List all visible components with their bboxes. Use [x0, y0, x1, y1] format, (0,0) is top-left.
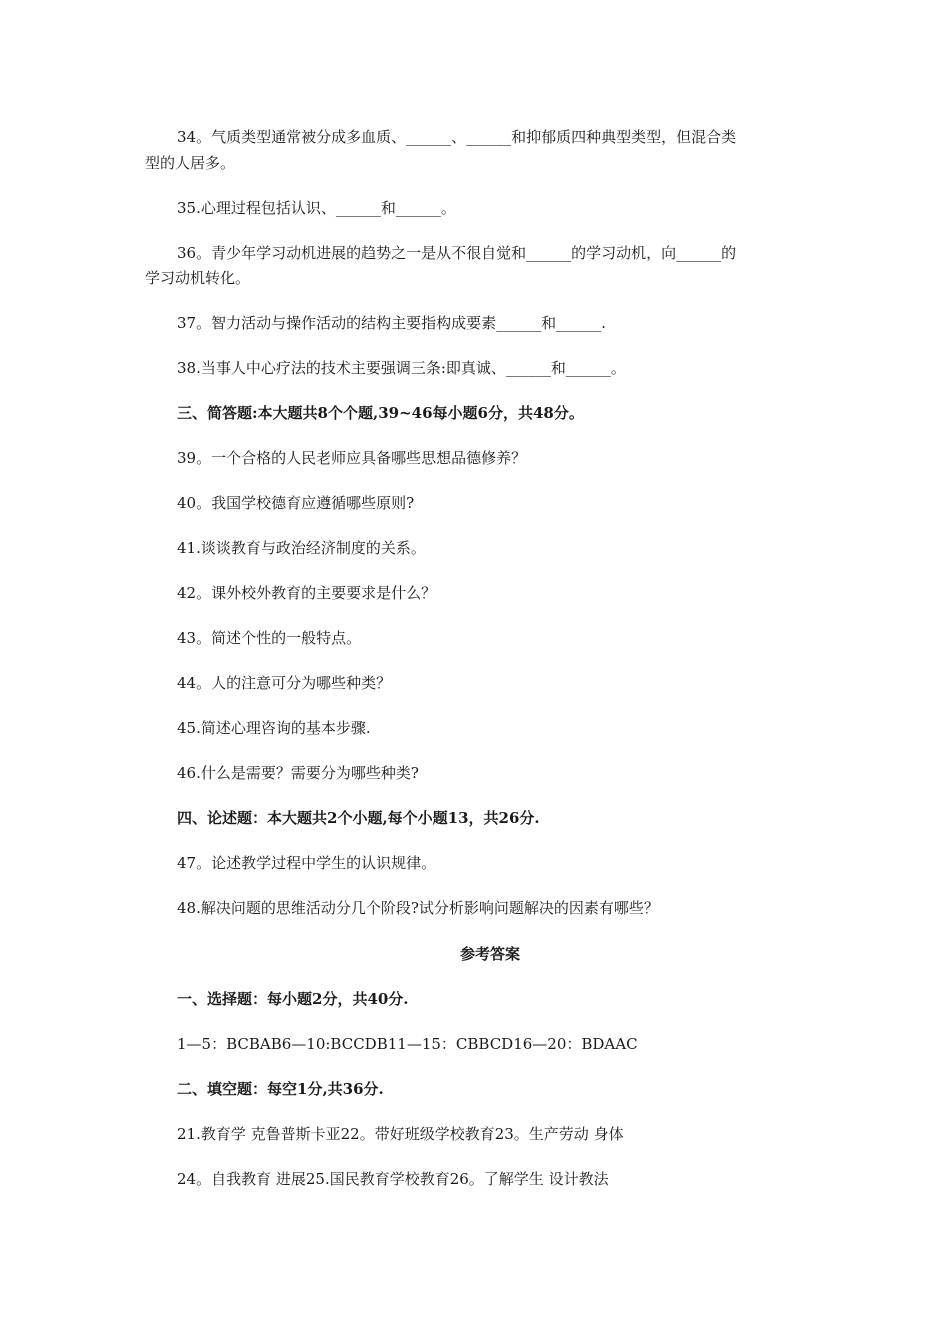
question-38: 38.当事人中心疗法的技术主要强调三条:即真诚、______和______。	[177, 359, 626, 377]
answer-key-title: 参考答案	[459, 945, 520, 963]
question-40: 40。我国学校德育应遵循哪些原则?	[177, 494, 415, 512]
question-35: 35.心理过程包括认识、______和______。	[177, 199, 456, 217]
question-44: 44。人的注意可分为哪些种类？	[177, 674, 392, 692]
question-36-line-1: 36。青少年学习动机进展的趋势之一是从不很自觉和______的学习动机，向______的	[177, 244, 737, 262]
question-34-line-2: 型的人居多。	[145, 154, 236, 172]
choice-answers-heading: 一、选择题：每小题2分，共40分.	[177, 990, 409, 1008]
essay-heading: 四、论述题：本大题共2个小题,每个小题13，共26分.	[177, 809, 540, 827]
question-48: 48.解决问题的思维活动分几个阶段?试分析影响问题解决的因素有哪些？	[177, 899, 659, 917]
question-36-line-2: 学习动机转化。	[145, 269, 251, 287]
short-answer-heading: 三、简答题:本大题共8个个题,39~46每小题6分，共48分。	[177, 404, 584, 422]
question-45: 45.简述心理咨询的基本步骤.	[177, 719, 371, 737]
question-43: 43。简述个性的一般特点。	[177, 629, 362, 647]
question-37: 37。智力活动与操作活动的结构主要指构成要素______和______.	[177, 314, 606, 332]
question-47: 47。论述教学过程中学生的认识规律。	[177, 854, 437, 872]
question-34-line-1: 34。气质类型通常被分成多血质、______、______和抑郁质四种典型类型，但混合类	[177, 128, 737, 146]
fill-answers-line-1: 21.教育学 克鲁普斯卡亚22。带好班级学校教育23。生产劳动 身体	[177, 1125, 624, 1143]
question-42: 42。课外校外教育的主要要求是什么？	[177, 584, 437, 602]
question-41: 41.谈谈教育与政治经济制度的关系。	[177, 539, 426, 557]
fill-answers-heading: 二、填空题：每空1分,共36分.	[177, 1080, 384, 1098]
fill-answers-line-2: 24。自我教育 进展25.国民教育学校教育26。了解学生 设计教法	[177, 1170, 609, 1188]
choice-answers: 1—5：BCBAB6—10:BCCDB11—15：CBBCD16—20：BDAAC	[177, 1035, 638, 1053]
question-39: 39。一个合格的人民老师应具备哪些思想品德修养？	[177, 449, 527, 467]
question-46: 46.什么是需要？需要分为哪些种类?	[177, 764, 419, 782]
